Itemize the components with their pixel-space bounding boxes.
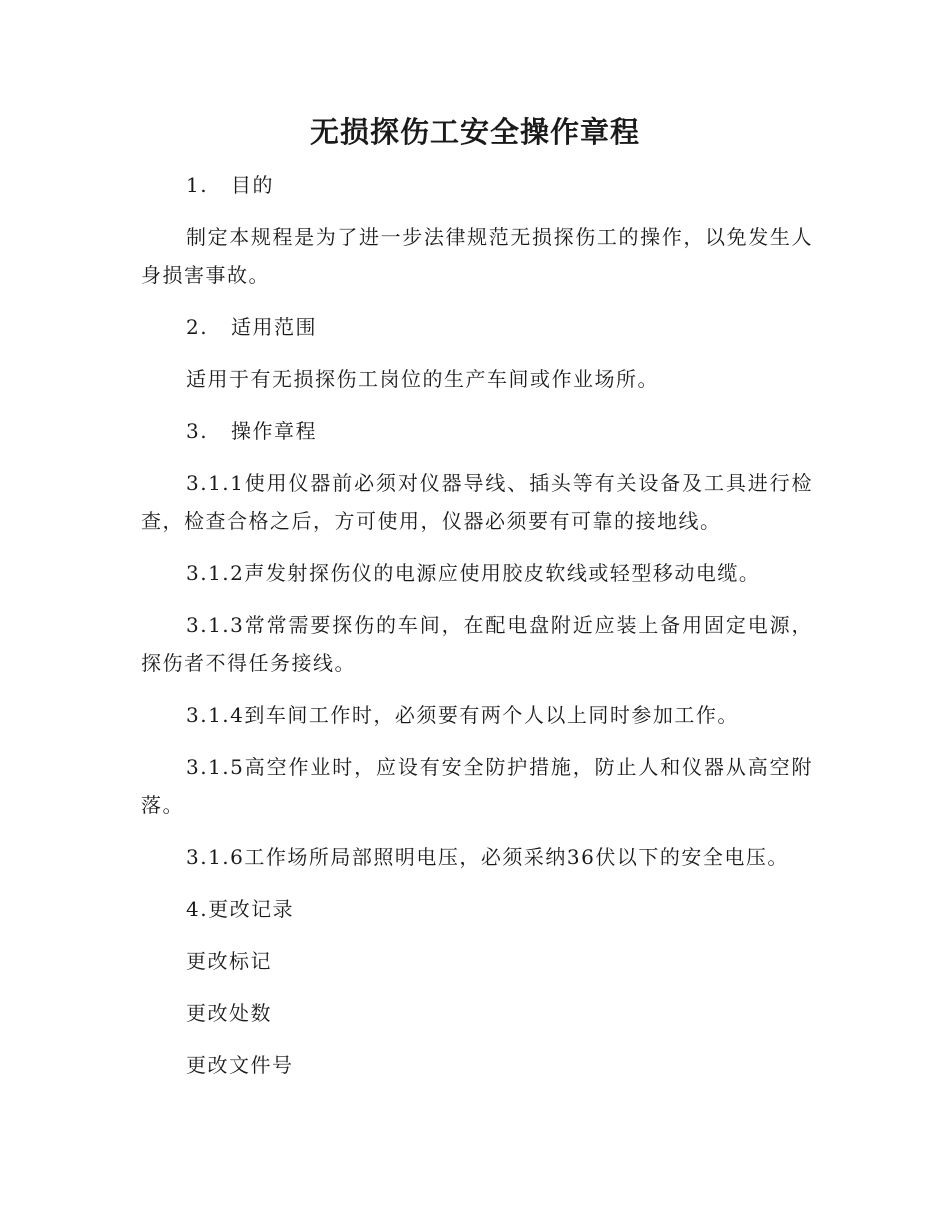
change-mark-label: 更改标记 [186, 949, 272, 973]
change-count-label: 更改处数 [186, 1001, 272, 1025]
paragraph-3-1-5: 3.1.5高空作业时，应设有安全防护措施，防止人和仪器从高空附落。 [141, 755, 813, 817]
section-heading-text: 适用范围 [231, 315, 317, 339]
section-heading-scope [141, 308, 813, 346]
section-heading-text: 目的 [231, 173, 274, 197]
paragraph-3-1-4: 3.1.4到车间工作时，必须要有两个人以上同时参加工作。 [186, 703, 739, 727]
section-number: 3. [186, 419, 209, 443]
section-heading-purpose [141, 166, 813, 204]
paragraph-3-1-2: 3.1.2声发射探伤仪的电源应使用胶皮软线或轻型移动电缆。 [186, 561, 761, 585]
paragraph-3-1-1: 3.1.1使用仪器前必须对仪器导线、插头等有关设备及工具进行检查，检查合格之后，方可使用，仪器必须要有可靠的接地线。 [141, 471, 813, 533]
document-title: 无损探伤工安全操作章程 [309, 115, 640, 149]
paragraph-3-1-3: 3.1.3常常需要探伤的车间，在配电盘附近应装上备用固定电源，探伤者不得任务接线。 [141, 613, 813, 675]
paragraph-purpose: 制定本规程是为了进一步法律规范无损探伤工的操作，以免发生人身损害事故。 [141, 225, 813, 287]
paragraph-3-1-6: 3.1.6工作场所局部照明电压，必须采纳36伏以下的安全电压。 [186, 845, 789, 869]
document-body [141, 166, 813, 1098]
section-heading-text: 操作章程 [231, 419, 317, 443]
section-heading-change-record: 4.更改记录 [186, 897, 295, 921]
section-number: 1. [186, 173, 209, 197]
section-heading-procedure [141, 412, 813, 450]
paragraph-scope: 适用于有无损探伤工岗位的生产车间或作业场所。 [186, 367, 659, 391]
change-document-number-label: 更改文件号 [186, 1053, 294, 1077]
section-number: 2. [186, 315, 209, 339]
